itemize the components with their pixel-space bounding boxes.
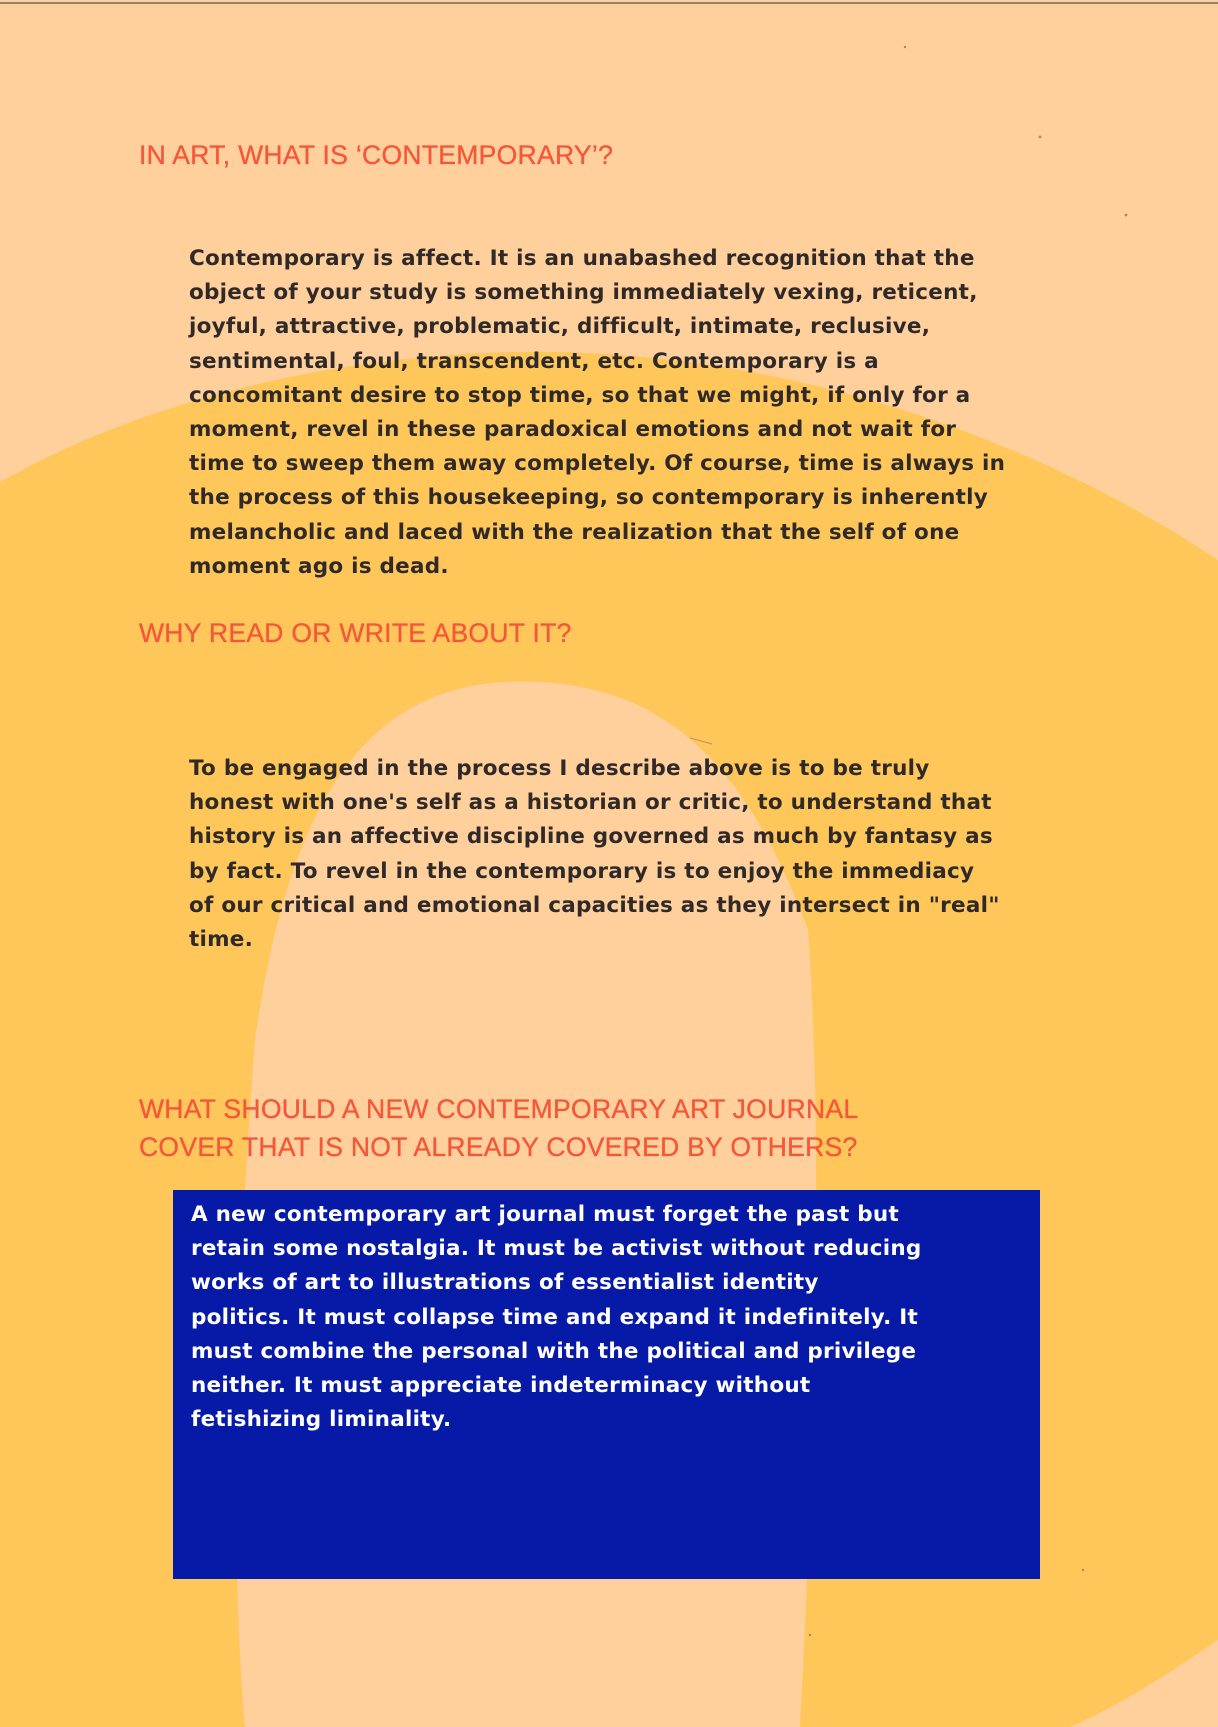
text-line: history is an affective discipline governed as much by fantasy as bbox=[189, 824, 993, 850]
text-line: fetishizing liminality. bbox=[191, 1407, 452, 1433]
section-heading-why-read: WHY READ OR WRITE ABOUT IT? bbox=[139, 618, 572, 648]
text-line: time. bbox=[189, 927, 254, 953]
text-line: of our critical and emotional capacities as they intersect in "real" bbox=[189, 892, 1000, 918]
text-line: moment, revel in these paradoxical emotions and not wait for bbox=[189, 417, 957, 443]
text-line: politics. It must collapse time and expand it indefinitely. It bbox=[191, 1304, 919, 1330]
text-line: To be engaged in the process I describe above is to be truly bbox=[189, 756, 930, 781]
text-line: object of your study is something immediately vexing, reticent, bbox=[189, 280, 978, 306]
text-line: honest with one's self as a historian or critic, to understand that bbox=[189, 790, 992, 816]
text-line: A new contemporary art journal must forget the past but bbox=[191, 1202, 899, 1227]
section-heading-new-journal bbox=[139, 1090, 1039, 1166]
text-line: works of art to illustrations of essentialist identity bbox=[191, 1270, 819, 1296]
text-line: melancholic and laced with the realization that the self of one bbox=[189, 519, 960, 545]
text-line: joyful, attractive, problematic, difficult, intimate, reclusive, bbox=[189, 314, 931, 340]
text-line: must combine the personal with the political and privilege bbox=[191, 1338, 917, 1364]
heading-line: COVER THAT IS NOT ALREADY COVERED BY OTHERS? bbox=[139, 1132, 858, 1162]
heading-line: WHAT SHOULD A NEW CONTEMPORARY ART JOURNAL bbox=[139, 1094, 859, 1124]
text-line: the process of this housekeeping, so contemporary is inherently bbox=[189, 485, 989, 511]
text-line: sentimental, foul, transcendent, etc. Contemporary is a bbox=[189, 348, 879, 374]
section-paragraph-new-journal bbox=[191, 1198, 1031, 1437]
text-line: Contemporary is affect. It is an unabashed recognition that the bbox=[189, 246, 975, 271]
text-line: by fact. To revel in the contemporary is to enjoy the immediacy bbox=[189, 858, 975, 884]
text-line: concomitant desire to stop time, so that we might, if only for a bbox=[189, 382, 971, 408]
text-line: neither. It must appreciate indeterminacy without bbox=[191, 1373, 811, 1399]
section-paragraph-why-read bbox=[189, 752, 1069, 957]
section-heading-contemporary: IN ART, WHAT IS ‘CONTEMPORARY’? bbox=[139, 140, 614, 170]
text-line: time to sweep them away completely. Of course, time is always in bbox=[189, 451, 1006, 477]
text-line: retain some nostalgia. It must be activist without reducing bbox=[191, 1236, 922, 1262]
highlight-box bbox=[173, 1190, 1040, 1579]
text-line: moment ago is dead. bbox=[189, 553, 449, 579]
section-paragraph-contemporary bbox=[189, 242, 1069, 584]
